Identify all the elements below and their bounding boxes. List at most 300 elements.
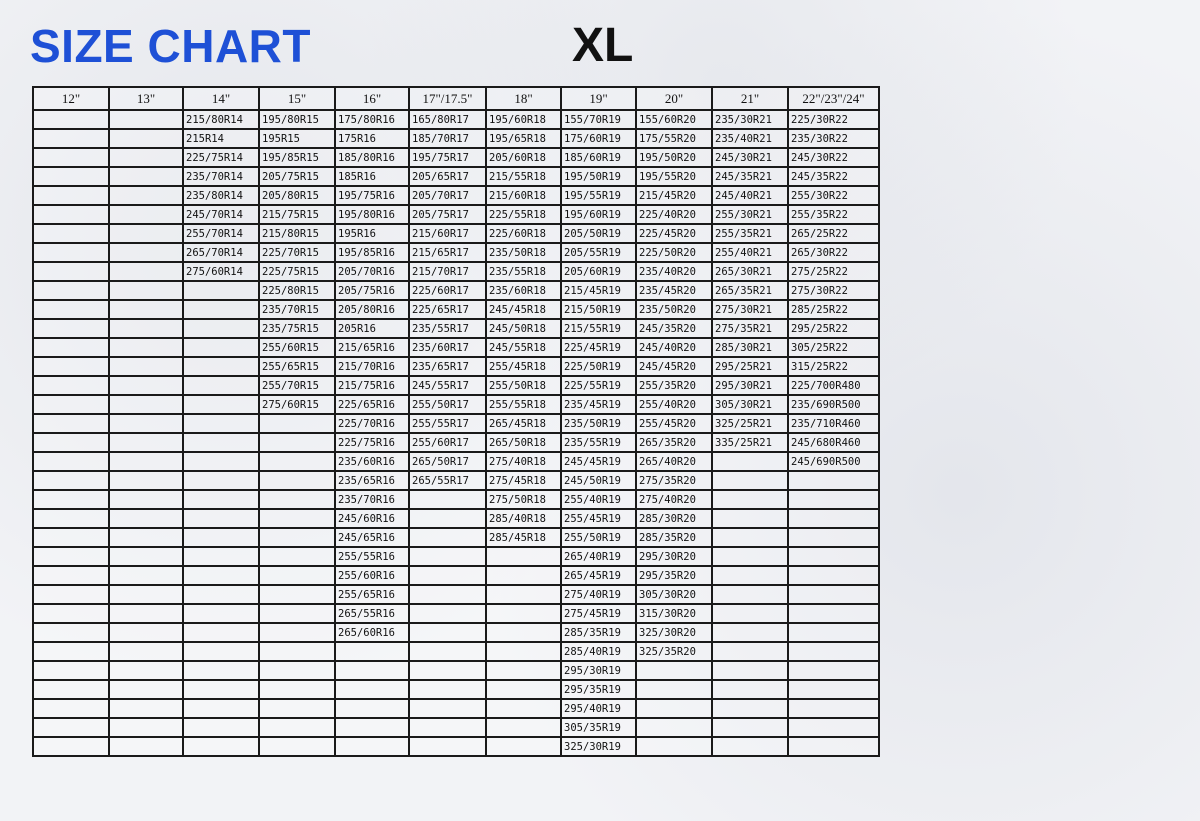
table-cell	[409, 490, 486, 509]
table-row	[33, 300, 879, 319]
table-cell	[109, 376, 183, 395]
table-cell: 195/75R16	[335, 186, 409, 205]
table-cell	[409, 718, 486, 737]
table-cell	[486, 566, 561, 585]
table-cell	[259, 528, 335, 547]
table-row	[33, 414, 879, 433]
table-cell: 195/50R20	[636, 148, 712, 167]
table-cell	[409, 547, 486, 566]
table-cell: 195/85R16	[335, 243, 409, 262]
table-cell	[409, 509, 486, 528]
table-cell: 265/55R16	[335, 604, 409, 623]
table-row	[33, 737, 879, 756]
table-cell	[636, 718, 712, 737]
table-cell	[109, 471, 183, 490]
table-cell	[712, 528, 788, 547]
table-cell: 265/50R17	[409, 452, 486, 471]
table-cell	[409, 528, 486, 547]
table-cell	[33, 566, 109, 585]
table-row	[33, 376, 879, 395]
table-cell: 225/30R22	[788, 110, 879, 129]
table-cell: 195/75R17	[409, 148, 486, 167]
table-cell	[259, 718, 335, 737]
table-cell: 205/80R15	[259, 186, 335, 205]
column-header: 14"	[183, 87, 259, 110]
table-cell: 255/35R20	[636, 376, 712, 395]
table-cell: 235/710R460	[788, 414, 879, 433]
table-row	[33, 699, 879, 718]
column-header: 20"	[636, 87, 712, 110]
table-cell: 195/55R20	[636, 167, 712, 186]
table-cell: 295/30R20	[636, 547, 712, 566]
table-cell	[712, 642, 788, 661]
table-row	[33, 452, 879, 471]
table-cell	[109, 395, 183, 414]
table-cell: 155/60R20	[636, 110, 712, 129]
table-cell	[788, 699, 879, 718]
table-cell: 245/45R19	[561, 452, 636, 471]
table-cell	[259, 680, 335, 699]
table-cell	[409, 585, 486, 604]
table-cell: 265/45R18	[486, 414, 561, 433]
table-cell	[183, 642, 259, 661]
table-cell	[109, 110, 183, 129]
table-cell: 225/45R19	[561, 338, 636, 357]
table-cell	[109, 623, 183, 642]
table-cell	[259, 547, 335, 566]
table-cell	[788, 509, 879, 528]
table-cell	[33, 433, 109, 452]
table-cell	[788, 471, 879, 490]
column-header: 12"	[33, 87, 109, 110]
table-cell: 295/35R19	[561, 680, 636, 699]
table-cell: 215/75R16	[335, 376, 409, 395]
table-cell: 255/35R21	[712, 224, 788, 243]
table-cell: 235/55R19	[561, 433, 636, 452]
table-cell	[259, 642, 335, 661]
table-cell	[409, 604, 486, 623]
table-cell: 225/80R15	[259, 281, 335, 300]
table-cell	[486, 604, 561, 623]
table-cell: 275/40R19	[561, 585, 636, 604]
table-cell	[409, 680, 486, 699]
table-cell: 205/80R16	[335, 300, 409, 319]
table-row	[33, 528, 879, 547]
table-cell	[33, 186, 109, 205]
table-cell: 255/50R19	[561, 528, 636, 547]
table-cell: 235/55R18	[486, 262, 561, 281]
table-cell	[788, 547, 879, 566]
table-cell: 225/75R14	[183, 148, 259, 167]
table-cell: 235/30R21	[712, 110, 788, 129]
table-cell: 285/40R18	[486, 509, 561, 528]
table-row	[33, 186, 879, 205]
table-cell	[33, 509, 109, 528]
table-row	[33, 243, 879, 262]
table-cell: 235/65R17	[409, 357, 486, 376]
table-cell: 255/60R17	[409, 433, 486, 452]
table-cell: 215/60R18	[486, 186, 561, 205]
table-cell: 245/35R20	[636, 319, 712, 338]
table-row	[33, 395, 879, 414]
table-cell: 185/60R19	[561, 148, 636, 167]
table-cell: 305/30R21	[712, 395, 788, 414]
table-cell	[259, 433, 335, 452]
table-cell: 275/45R18	[486, 471, 561, 490]
table-cell	[109, 262, 183, 281]
table-cell: 215/60R17	[409, 224, 486, 243]
table-cell: 185/80R16	[335, 148, 409, 167]
table-row	[33, 585, 879, 604]
table-cell	[109, 737, 183, 756]
table-cell: 325/30R19	[561, 737, 636, 756]
table-cell	[712, 699, 788, 718]
table-cell: 225/55R19	[561, 376, 636, 395]
table-cell	[183, 623, 259, 642]
table-cell: 215/70R16	[335, 357, 409, 376]
table-cell: 245/50R18	[486, 319, 561, 338]
table-cell: 215/65R16	[335, 338, 409, 357]
table-cell: 225/50R19	[561, 357, 636, 376]
table-cell	[712, 547, 788, 566]
table-cell	[183, 319, 259, 338]
table-cell	[33, 414, 109, 433]
table-cell	[33, 642, 109, 661]
table-cell: 225/70R15	[259, 243, 335, 262]
table-cell: 245/35R22	[788, 167, 879, 186]
table-cell: 245/690R500	[788, 452, 879, 471]
table-row	[33, 224, 879, 243]
table-cell: 295/30R21	[712, 376, 788, 395]
table-cell: 215/75R15	[259, 205, 335, 224]
table-cell: 235/50R18	[486, 243, 561, 262]
table-cell: 245/60R16	[335, 509, 409, 528]
table-cell	[183, 718, 259, 737]
table-cell: 325/30R20	[636, 623, 712, 642]
table-cell: 265/55R17	[409, 471, 486, 490]
table-cell	[109, 585, 183, 604]
table-cell: 295/25R22	[788, 319, 879, 338]
table-cell: 235/50R19	[561, 414, 636, 433]
table-cell	[109, 224, 183, 243]
table-cell: 285/25R22	[788, 300, 879, 319]
table-cell: 205/65R17	[409, 167, 486, 186]
table-cell: 225/75R16	[335, 433, 409, 452]
table-row	[33, 129, 879, 148]
size-chart-table	[32, 86, 880, 757]
table-cell: 255/55R16	[335, 547, 409, 566]
table-cell: 255/45R19	[561, 509, 636, 528]
table-cell: 275/50R18	[486, 490, 561, 509]
table-cell: 255/40R20	[636, 395, 712, 414]
column-header: 16"	[335, 87, 409, 110]
table-cell	[335, 699, 409, 718]
table-cell	[636, 680, 712, 699]
table-cell: 235/75R15	[259, 319, 335, 338]
table-cell	[788, 642, 879, 661]
table-cell: 235/690R500	[788, 395, 879, 414]
table-cell: 195/55R19	[561, 186, 636, 205]
table-row	[33, 110, 879, 129]
table-cell	[33, 528, 109, 547]
table-cell: 255/55R17	[409, 414, 486, 433]
table-cell	[712, 585, 788, 604]
table-cell	[183, 414, 259, 433]
table-cell	[109, 433, 183, 452]
table-cell	[486, 737, 561, 756]
table-cell	[33, 338, 109, 357]
table-row	[33, 357, 879, 376]
table-cell	[33, 110, 109, 129]
table-cell: 305/25R22	[788, 338, 879, 357]
table-cell: 265/40R19	[561, 547, 636, 566]
table-cell	[183, 661, 259, 680]
table-cell	[409, 623, 486, 642]
table-cell	[259, 490, 335, 509]
table-cell: 325/25R21	[712, 414, 788, 433]
table-row	[33, 566, 879, 585]
table-cell	[788, 737, 879, 756]
table-cell: 255/50R18	[486, 376, 561, 395]
table-cell: 235/40R21	[712, 129, 788, 148]
table-cell: 225/65R16	[335, 395, 409, 414]
table-cell: 255/45R18	[486, 357, 561, 376]
table-cell	[33, 680, 109, 699]
table-cell: 285/30R20	[636, 509, 712, 528]
table-cell: 245/40R20	[636, 338, 712, 357]
table-cell: 245/70R14	[183, 205, 259, 224]
table-cell: 275/35R21	[712, 319, 788, 338]
table-cell: 195R15	[259, 129, 335, 148]
table-cell	[109, 148, 183, 167]
table-cell: 175/60R19	[561, 129, 636, 148]
table-cell: 255/60R16	[335, 566, 409, 585]
table-cell	[109, 604, 183, 623]
table-cell: 265/50R18	[486, 433, 561, 452]
table-cell: 215/45R19	[561, 281, 636, 300]
column-header: 21"	[712, 87, 788, 110]
table-cell: 195/60R19	[561, 205, 636, 224]
table-cell: 205/75R16	[335, 281, 409, 300]
table-cell	[183, 585, 259, 604]
table-cell: 205/70R17	[409, 186, 486, 205]
table-cell: 235/45R19	[561, 395, 636, 414]
table-cell: 235/65R16	[335, 471, 409, 490]
table-cell: 245/50R19	[561, 471, 636, 490]
table-cell	[259, 699, 335, 718]
table-cell	[109, 167, 183, 186]
table-cell	[109, 566, 183, 585]
table-cell	[109, 509, 183, 528]
table-cell: 285/35R19	[561, 623, 636, 642]
table-cell: 245/45R18	[486, 300, 561, 319]
table-cell: 295/25R21	[712, 357, 788, 376]
table-cell: 235/55R17	[409, 319, 486, 338]
table-cell: 215R14	[183, 129, 259, 148]
table-cell	[183, 528, 259, 547]
table-cell: 255/50R17	[409, 395, 486, 414]
table-cell	[109, 129, 183, 148]
table-cell: 225/40R20	[636, 205, 712, 224]
table-cell: 305/30R20	[636, 585, 712, 604]
table-cell	[335, 737, 409, 756]
table-cell: 245/30R22	[788, 148, 879, 167]
size-label: XL	[572, 19, 634, 72]
table-cell: 245/45R20	[636, 357, 712, 376]
table-cell	[109, 452, 183, 471]
table-cell	[33, 718, 109, 737]
table-cell	[335, 661, 409, 680]
table-cell: 255/65R15	[259, 357, 335, 376]
table-cell: 335/25R21	[712, 433, 788, 452]
table-cell	[33, 604, 109, 623]
table-cell	[183, 547, 259, 566]
table-cell: 225/45R20	[636, 224, 712, 243]
table-cell	[636, 661, 712, 680]
table-cell	[33, 167, 109, 186]
table-cell	[109, 300, 183, 319]
table-cell	[259, 585, 335, 604]
table-cell	[33, 471, 109, 490]
table-cell	[109, 699, 183, 718]
table-cell: 225/700R480	[788, 376, 879, 395]
table-cell: 215/80R15	[259, 224, 335, 243]
table-cell	[712, 471, 788, 490]
table-cell: 265/60R16	[335, 623, 409, 642]
table-cell: 255/30R21	[712, 205, 788, 224]
table-cell: 245/30R21	[712, 148, 788, 167]
table-row	[33, 281, 879, 300]
table-cell: 195/65R18	[486, 129, 561, 148]
table-cell: 285/35R20	[636, 528, 712, 547]
table-row	[33, 490, 879, 509]
table-cell	[33, 243, 109, 262]
table-cell	[33, 623, 109, 642]
table-cell: 255/45R20	[636, 414, 712, 433]
table-cell: 225/65R17	[409, 300, 486, 319]
table-cell: 245/55R18	[486, 338, 561, 357]
table-cell: 185R16	[335, 167, 409, 186]
table-cell	[409, 699, 486, 718]
table-cell	[33, 585, 109, 604]
table-cell	[712, 661, 788, 680]
table-cell: 235/60R16	[335, 452, 409, 471]
table-cell	[33, 376, 109, 395]
table-cell: 235/80R14	[183, 186, 259, 205]
table-cell: 215/65R17	[409, 243, 486, 262]
table-cell	[486, 623, 561, 642]
table-cell: 275/35R20	[636, 471, 712, 490]
table-cell: 175R16	[335, 129, 409, 148]
table-cell: 215/70R17	[409, 262, 486, 281]
table-cell	[109, 680, 183, 699]
table-cell	[712, 604, 788, 623]
table-row	[33, 167, 879, 186]
table-cell: 225/60R18	[486, 224, 561, 243]
table-cell	[109, 338, 183, 357]
table-cell: 235/30R22	[788, 129, 879, 148]
table-cell: 235/40R20	[636, 262, 712, 281]
table-cell	[109, 319, 183, 338]
table-cell: 265/25R22	[788, 224, 879, 243]
table-cell: 205/50R19	[561, 224, 636, 243]
table-cell	[109, 547, 183, 566]
table-cell: 225/55R18	[486, 205, 561, 224]
table-row	[33, 604, 879, 623]
table-row	[33, 433, 879, 452]
table-row	[33, 148, 879, 167]
table-cell: 235/45R20	[636, 281, 712, 300]
table-cell: 275/25R22	[788, 262, 879, 281]
table-row	[33, 642, 879, 661]
table-cell: 265/30R22	[788, 243, 879, 262]
table-cell	[712, 452, 788, 471]
table-cell	[486, 680, 561, 699]
column-header: 17"/17.5"	[409, 87, 486, 110]
table-cell	[788, 528, 879, 547]
table-cell	[183, 699, 259, 718]
table-cell	[33, 661, 109, 680]
table-cell: 195/85R15	[259, 148, 335, 167]
table-cell: 275/60R14	[183, 262, 259, 281]
table-cell: 255/70R14	[183, 224, 259, 243]
table-cell	[183, 452, 259, 471]
table-cell	[259, 661, 335, 680]
table-cell: 175/80R16	[335, 110, 409, 129]
table-cell: 245/35R21	[712, 167, 788, 186]
table-cell: 235/60R18	[486, 281, 561, 300]
table-cell	[183, 604, 259, 623]
table-cell: 245/55R17	[409, 376, 486, 395]
column-header: 13"	[109, 87, 183, 110]
table-cell	[183, 433, 259, 452]
table-cell: 165/80R17	[409, 110, 486, 129]
table-cell	[183, 490, 259, 509]
table-cell	[486, 661, 561, 680]
table-cell: 185/70R17	[409, 129, 486, 148]
table-cell	[335, 680, 409, 699]
table-cell: 155/70R19	[561, 110, 636, 129]
table-cell: 245/680R460	[788, 433, 879, 452]
table-cell: 245/40R21	[712, 186, 788, 205]
table-cell	[712, 566, 788, 585]
table-cell	[788, 661, 879, 680]
table-cell	[712, 680, 788, 699]
table-cell	[259, 566, 335, 585]
table-cell	[109, 243, 183, 262]
table-cell: 265/40R20	[636, 452, 712, 471]
table-cell	[109, 490, 183, 509]
table-row	[33, 547, 879, 566]
table-cell: 195/80R15	[259, 110, 335, 129]
table-cell: 315/30R20	[636, 604, 712, 623]
table-cell	[33, 357, 109, 376]
table-cell: 295/35R20	[636, 566, 712, 585]
table-cell	[33, 395, 109, 414]
table-cell: 195R16	[335, 224, 409, 243]
table-row	[33, 471, 879, 490]
table-cell	[409, 642, 486, 661]
table-cell: 255/40R21	[712, 243, 788, 262]
table-cell	[259, 604, 335, 623]
table-cell: 255/60R15	[259, 338, 335, 357]
table-cell	[183, 566, 259, 585]
table-row	[33, 205, 879, 224]
table-cell	[712, 737, 788, 756]
table-cell: 215/80R14	[183, 110, 259, 129]
table-cell	[109, 357, 183, 376]
table-cell	[788, 680, 879, 699]
